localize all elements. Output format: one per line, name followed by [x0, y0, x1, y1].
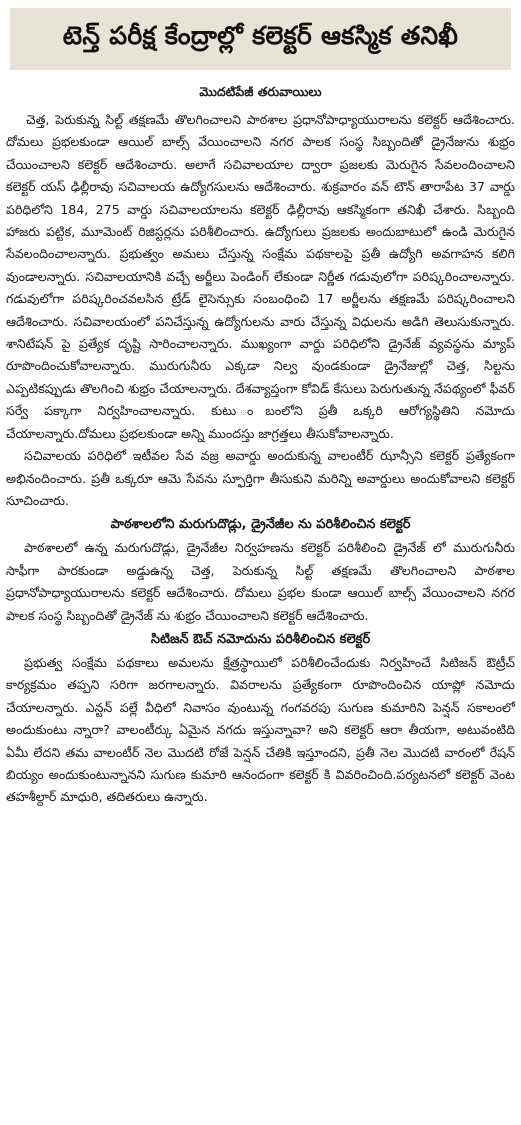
headline: టెన్త్ పరీక్ష కేంద్రాల్లో కలెక్టర్ ఆకస్మిక తనిఖీ [62, 21, 459, 50]
headline-banner [10, 8, 511, 70]
continued-from-label: మొదటిపేజీ తరువాయిలు [199, 84, 322, 99]
news-clipping [0, 8, 521, 1125]
body-paragraph-2: సచివాలయ పరిధిలో ఇటీవల సేవ వజ్ర అవార్డు అందుకున్న వాలంటీర్ ఝాన్సీని కలెక్టర్ ప్రత్యేకంగా అభినందించారు. ప్రతీ ఒక్కరూ ఆమె సేవను స్ఫూర్తిగా తీసుకుని మరిన్ని అవార్డులు అందుకోవాలని కలెక్టర్ సూచించారు. [6, 448, 515, 508]
body-paragraph-4: ప్రభుత్వ సంక్షేమ పథకాలు అమలను క్షేత్రస్థాయిలో పరిశీలించేందుకు నిర్వహించే సిటిజన్ ఔట్రీచ్ కార్యక్రమం తప్పని సరిగా జరగాలన్నారు. వివరాలను ప్రత్యేకంగా రూపొందించిన యాప్లో నమోదు చేయాలన్నారు. ఎన్టన్ పల్లే వీధిలో నివాసం వుంటున్న గంగవరపు సుగుణ కుమారిని పెన్షన్ సకాలంలో అందుకుంటు న్నారా? వాలంటీర్కు ఏమైన నగదు ఇస్తున్నావా? అని కలెక్టర్ ఆరా తీయగా, అటువంటిది ఏమీ లేదని తమ వాలంటీర్ నెల మొదటి రోజే పెన్షన్ చేతికి ఇస్తూందని, ప్రతీ నెల మొదటి వారంలో రేషన్ బియ్యం అందుకుంటున్నానని సుగుణ కుమారి ఆనందంగా కలెక్టర్ కి వివరించింది.పర్యటనలో కలెక్టర్ వెంట తహశీల్దార్ మాధురి, తదితరులు ఉన్నారు. [6, 654, 515, 805]
body-paragraph-3: పాఠశాలలో ఉన్న మరుగుదొడ్లు, డ్రైనేజీల నిర్వహణను కలెక్టర్ పరిశీలించి డ్రైనేజ్ లో మురుగునీరు సాఫీగా పారకుండా అడ్డుఉన్న చెత్త, పెరుకున్న సిల్ట్ తక్షణమే తొలగించాలని పాఠశాల ప్రధానోపాధ్యాయురాలను కలెక్టర్ ఆదేశించారు. దోమలు ప్రభల కుండా ఆయిల్ బాల్స్ వేయించాలని నగర పాలక సంస్థ సిబ్బందితో డ్రైనేజ్ ను శుభ్రం చేయించాలని కలెక్టర్ ఆదేశించారు. [6, 540, 515, 623]
body-paragraph-1: చెత్త, పెరుకున్న సిల్ట్ తక్షణమే తొలగించాలని పాఠశాల ప్రధానోపాధ్యాయురాలను కలెక్టర్ ఆదేశించారు. దోమలు ప్రభలకుండా ఆయిల్ బాల్స్ వేయించాలని నగర పాలక సంస్థ సిబ్బందితో డ్రైనేజును శుభ్రం చేయించాలని కలెక్టర్ ఆదేశించారు. అలాగే సచివాలయాల ద్వారా ప్రజలకు మెరుగైన సేవలందించాలని కలెక్టర్ యస్ ఢిల్లీరావు సచివాలయ ఉద్యోగసులను ఆదేశించారు. శుక్రవారం వన్ టౌన్ తారాపేట 37 వార్డు పరిధిలోని 184, 275 వార్డు సచివాలయాలను కలెక్టర్ ఢిల్లీరావు ఆకస్మికంగా తనిఖీ చేశారు. సిబ్బంది హాజరు పట్టిక, మూమెంట్ రిజిస్టర్లను పరిశీలించారు. ఉద్యోగులు ప్రజలకు అందుబాటులో ఉండి మెరుగైన సేవలందించాలన్నారు. ప్రభుత్వం అమలు చేస్తున్న సంక్షేమ పథకాలపై ప్రతీ ఉద్యోగి అవగాహన కలిగి వుండాలన్నారు. సచివాలయానికి వచ్చే అర్జీలు పెండింగ్ లేకుండా నిర్ణీత గడువులోగా పరిష్కరించాలన్నారు. గడువులోగా పరిష్కరించవలసిన ట్రేడ్ లైసెన్సుకు సంబంధించి 17 అర్జీలను తక్షణమే పరిష్కరించాలని ఆదేశించారు. సచివాలయంలో పనిచేస్తున్న ఉద్యోగులను వారు చేస్తున్న విధులను అడిగి తెలుసుకున్నారు. శానిటేషన్ పై ప్రత్యేక దృష్టి సారించాలన్నారు. ముఖ్యంగా వార్డు పరిధిలోని డ్రైనేజ్ వ్యవస్థను మ్యాప్ రూపొందించుకోవాలన్నారు. మురుగునీరు ఎక్కడా నిల్వ వుండకుండా డ్రైనేజుల్లో చెత్త, సిల్టను ఎప్పటికప్పుడు తొలగించి శుభ్రం చేయాలన్నారు. దేశవ్యాప్తంగా కోవిడ్ కేసులు పెరుగుతున్న నేపథ్యంలో ఫీవర్ సర్వే పక్కాగా నిర్వహించాలన్నారు. కుటు ంబంలోని ప్రతీ ఒక్కరి ఆరోగ్యస్థితిని నమోదు చేయాలన్నారు.దోమలు ప్రభలకుండా అన్ని ముందస్తు జాగ్రత్తలు తీసుకోవాలన్నారు. [6, 112, 515, 441]
subheading-citizen-outreach: సిటిజన్ ఔచ్ నమోదును పరిశీలించిన కలెక్టర్ [150, 631, 371, 647]
subheading-school-toilets: పాఠశాలలోని మరుగుదొడ్లు, డ్రైనేజీల ను పరిశీలించిన కలెక్టర్ [110, 517, 411, 533]
